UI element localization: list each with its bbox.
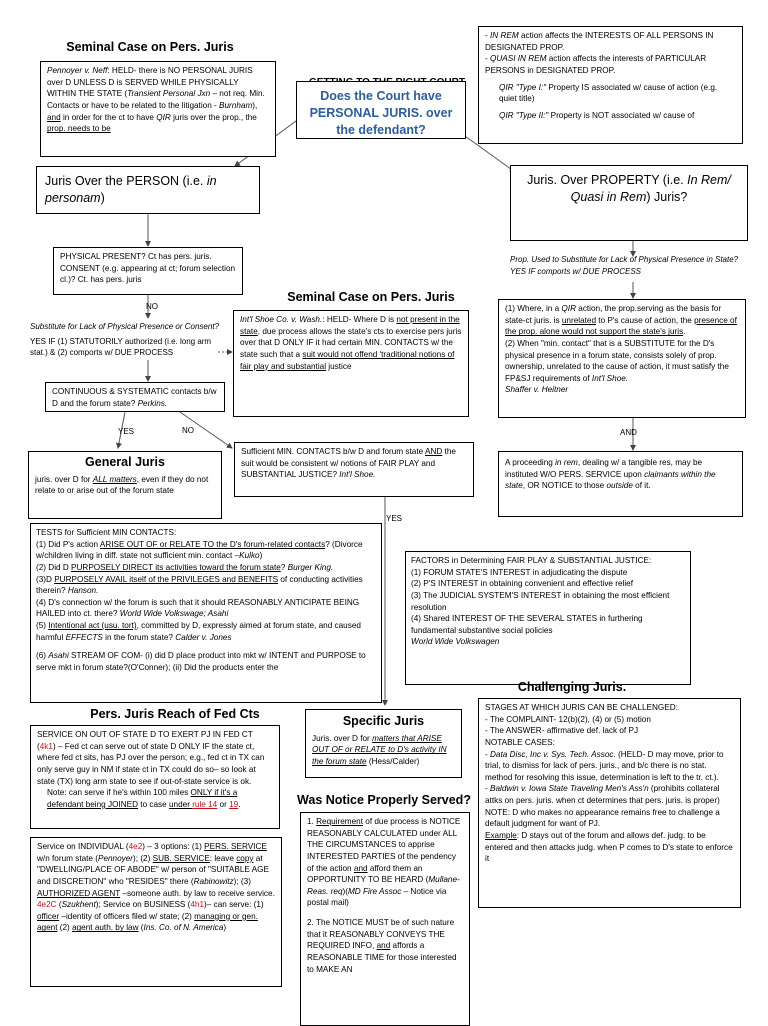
inrem-dash: - bbox=[485, 31, 491, 40]
factor-case: World Wide Volkswagen bbox=[411, 637, 500, 647]
pennoyer-held: : HELD- there is NO PERSONAL JURIS over D UNLESS D is SERVED WHILE PHYSICALLY WITHIN THE STATE ( bbox=[47, 66, 253, 99]
test-6: STREAM OF COM- (i) did D place product into mkt w/ INTENT and PURPOSE to serve mkt in forum state?(O'Conner); (ii) Did the products enter the bbox=[36, 651, 366, 673]
service-pers: PERS. SERVICE bbox=[204, 842, 267, 851]
notice-heading: Was Notice Properly Served? bbox=[297, 793, 471, 807]
service-text: ); (3) bbox=[233, 876, 251, 886]
qir-term: QIR bbox=[561, 304, 576, 313]
service-rule-4e2c: 4e2C bbox=[37, 900, 57, 910]
qir-text: (1) Where, in a bbox=[505, 304, 562, 313]
notice-text: afford them an OPPORTUNITY TO BE HEARD ( bbox=[307, 863, 429, 885]
service-officer: officer bbox=[37, 911, 60, 921]
notice-text: affords a REASONABLE TIME for those interested to MAKE AN bbox=[307, 941, 457, 974]
pennoyer-and: and bbox=[47, 112, 61, 122]
fed-text: ) – Fed ct can serve out of state D ONLY IF the state ct, where fed ct sits, has PJ over the person; e.g., fed ct in TX can only serve guy in NM if state ct in TX could do so– so look at state (TX) long arm state to see if out-of-state service is ok. bbox=[37, 741, 265, 786]
label-no-1: NO bbox=[146, 302, 158, 311]
service-text: (2) bbox=[57, 923, 73, 933]
test-4-case: World Wide Volkswage; Asahi bbox=[119, 609, 229, 619]
qir-shaffer: Shaffer v. Heitner bbox=[505, 385, 569, 395]
substitute-answer: YES IF (1) STATUTORILY authorized (i.e. long arm stat.) & (2) comports w/ DUE PROCESS bbox=[30, 337, 212, 358]
pennoyer-text: juris over the prop., the bbox=[170, 112, 257, 122]
person-text: ) bbox=[100, 190, 105, 205]
sufficient-text: Sufficient MIN. CONTACTS b/w D and forum state bbox=[241, 447, 425, 456]
inrem-def: action affects the INTERESTS OF ALL PERSONS IN DESIGNATED PROP. bbox=[485, 31, 714, 52]
service-text: ); Service on BUSINESS ( bbox=[95, 900, 191, 910]
challenge-cases-title: NOTABLE CASES: bbox=[485, 737, 555, 747]
inrem-proc-text: A proceeding bbox=[505, 458, 556, 467]
notice-text: 1. bbox=[307, 817, 317, 826]
pennoyer-case: Pennoyer v. Neff bbox=[47, 66, 108, 75]
inrem-proc-italic: claimants within the state bbox=[505, 469, 716, 491]
notice-and-2: and bbox=[376, 941, 391, 951]
test-2: (2) Did D bbox=[36, 562, 72, 572]
intlshoe-mid: , due process allows the state's cts to exercise pers juris over that D ONLY IF it had certain MIN. CONTACTS w/ the state such that a bbox=[240, 326, 462, 359]
pennoyer-text: in order for the ct to have bbox=[60, 112, 157, 122]
specific-cases: (Hess/Calder) bbox=[366, 757, 420, 767]
service-text: )– can serve: (1) bbox=[204, 900, 264, 910]
challenge-example: : D stays out of the forum and allows def. judg. to be entered and then attacks judg. when P comes to D's state to enforce it bbox=[485, 831, 733, 864]
factors-title: FACTORS in Determining FAIR PLAY & SUBSTANTIAL JUSTICE: bbox=[411, 556, 652, 565]
service-insco: Ins. Co. of N. America bbox=[143, 923, 224, 933]
qir-text: action, the prop.serving as the basis for state-ct juris. is bbox=[505, 304, 722, 325]
notice-text: – Notice via postal mail) bbox=[307, 886, 447, 908]
person-box bbox=[36, 166, 260, 214]
factor-1: (1) FORUM STATE'S INTEREST in adjudicating the dispute bbox=[411, 567, 628, 577]
notice-mdfire: MD Fire Assoc bbox=[347, 886, 402, 896]
fed-under: under bbox=[168, 799, 193, 809]
test-4: (4) D's connection w/ the forum is such that it should REASONABLY ANTICIPATE BEING HAILED into ct. there? bbox=[36, 597, 360, 619]
service-agent: AUTHORIZED AGENT bbox=[37, 888, 121, 898]
service-pennoyer: Pennoyer bbox=[97, 853, 134, 863]
qir-term: QUASI IN REM bbox=[490, 54, 547, 64]
specific-title: Specific Juris bbox=[342, 714, 425, 728]
general-box bbox=[28, 451, 222, 519]
service-text: at "DWELLING/PLACE OF ABODE" w/ person of "SUITABLE AGE and DISCRETION" who "RESIDES" there ( bbox=[37, 853, 269, 886]
label-and: AND bbox=[620, 428, 637, 437]
person-text: Juris Over the PERSON (i.e. bbox=[45, 174, 207, 188]
test-3-u: PURPOSELY AVAIL itself of the PRIVILEGES and BENEFITS bbox=[54, 574, 279, 584]
notice-box bbox=[300, 812, 470, 1026]
challenge-stages: STAGES AT WHICH JURIS CAN BE CHALLENGED: bbox=[485, 703, 678, 712]
qir-intlshoe: Int'l Shoe. bbox=[591, 373, 629, 383]
general-title: General Juris bbox=[85, 455, 165, 469]
test-2-case: Burger King. bbox=[287, 562, 334, 572]
challenge-datadisc: Data Disc, Inc v. Sys. Tech. Assoc. bbox=[490, 749, 616, 759]
test-5-u: Intentional act (usu. tort) bbox=[48, 621, 137, 631]
inrem-proc-italic: in rem bbox=[555, 458, 578, 467]
pennoyer-tpj: Transient Personal Jxn bbox=[127, 89, 211, 99]
sufficient-box bbox=[234, 442, 474, 497]
test-1-case: Kulko bbox=[239, 551, 260, 561]
service-rule-4e2: 4e2 bbox=[128, 842, 143, 851]
test-6: (6) bbox=[36, 651, 49, 661]
qir-unrelated: unrelated bbox=[561, 315, 597, 325]
service-rabinowitz: Rabinowitz bbox=[193, 876, 234, 886]
tests-box bbox=[30, 523, 382, 703]
test-3-case: Hanson. bbox=[67, 586, 99, 596]
tests-title: TESTS for Sufficient MIN CONTACTS: bbox=[36, 528, 177, 537]
qir-type2-def: Property is NOT associated w/ cause of bbox=[548, 110, 695, 120]
continuous-case: Perkins. bbox=[137, 398, 168, 408]
qir-text: to P's cause of action, the bbox=[596, 315, 695, 325]
factor-4: (4) Shared INTEREST OF THE SEVERAL STATES in furthering fundamental substantive social policies bbox=[411, 614, 643, 635]
fed-note: Note: can serve if he's within 100 miles bbox=[47, 788, 191, 798]
qir-text: . bbox=[683, 327, 686, 337]
continuous-text: CONTINUOUS & SYSTEMATIC contacts b/w D and the forum state? bbox=[52, 387, 217, 408]
pennoyer-box bbox=[40, 61, 276, 157]
challenging-heading: Challenging Juris. bbox=[517, 680, 627, 694]
qir-type1-def: Property IS associated w/ cause of action (e.g. quiet title) bbox=[499, 82, 718, 104]
test-5: (5) bbox=[36, 621, 49, 631]
fed-rule-19: 19 bbox=[229, 799, 239, 809]
challenge-note: NOTE: D who makes no appearance remains free to challenge a default judgment for want of PJ. bbox=[485, 807, 720, 829]
label-yes: YES bbox=[118, 427, 135, 436]
inrem-box bbox=[478, 26, 743, 144]
challenge-datadisc-text: (HELD- D may move, prior to trial, to dismiss for lack of pers. juris., and b/c there is no stat. method for resolving this issue, determination is left to the tr. ct.). bbox=[485, 749, 724, 782]
fed-rule: 4k1 bbox=[39, 741, 53, 751]
physical-box: PHYSICAL PRESENT? Ct has pers. juris. CONSENT (e.g. appearing at ct; forum selection cl.)? Ct. has pers. juris bbox=[53, 247, 243, 295]
challenging-box bbox=[478, 698, 741, 908]
general-text: , even if they do not relate to or arise out of the forum state bbox=[35, 474, 209, 496]
pennoyer-prop: prop. needs to be bbox=[47, 124, 111, 134]
challenge-example-label: Example bbox=[485, 831, 517, 841]
challenge-baldwin-text: (prohibits collateral attks on pers. juris. when ct determines that pers. juris. is proper) bbox=[485, 784, 720, 806]
fed-heading: Pers. Juris Reach of Fed Cts bbox=[90, 707, 260, 721]
person-italic: in personam bbox=[45, 174, 217, 205]
property-italic: In Rem/ Quasi in Rem bbox=[570, 173, 731, 204]
qir-text: (2) When "min. contact" that is a SUBSTITUTE for the D's physical presence in a forum state, consists solely of prop. ownership, unrelated to the cause of action, it must satisfy the FP&SJ requirements of bbox=[505, 338, 729, 383]
test-1: ) bbox=[259, 551, 263, 561]
factor-3: (3) The JUDICIAL SYSTEM'S INTEREST in obtaining the most efficient resolution bbox=[411, 590, 670, 612]
challenge-complaint: - The COMPLAINT- 12(b)(2), (4) or (5) motion bbox=[485, 714, 651, 724]
property-text: Juris. Over PROPERTY (i.e. bbox=[527, 173, 688, 187]
service-sub: SUB. SERVICE bbox=[152, 853, 210, 863]
property-box bbox=[510, 165, 748, 241]
service-text: ); (2) bbox=[133, 853, 153, 863]
inrem-proc-italic: outside bbox=[606, 481, 633, 491]
service-box bbox=[30, 837, 282, 987]
inrem-proc-text: , OR NOTICE to those bbox=[522, 481, 607, 491]
qir-def: action affects the interests of PARTICULAR PERSONS in DESIGNATED PROP. bbox=[485, 54, 707, 75]
general-text: juris. over D for bbox=[35, 474, 93, 484]
service-text: ) bbox=[223, 923, 227, 933]
inrem-proc-text: of it. bbox=[632, 481, 651, 491]
inrem-term: IN REM bbox=[490, 31, 519, 40]
intlshoe-end: justice bbox=[326, 361, 352, 371]
notice-and: and bbox=[353, 863, 368, 873]
seminal-heading-2: Seminal Case on Pers. Juris bbox=[287, 290, 455, 304]
service-copy: copy bbox=[236, 853, 254, 863]
test-2: ? bbox=[280, 562, 288, 572]
factor-2: (2) P'S INTEREST in obtaining convenient and effective relief bbox=[411, 579, 633, 589]
specific-box bbox=[305, 709, 462, 778]
continuous-box bbox=[45, 382, 225, 412]
substitute-question: Substitute for Lack of Physical Presence or Consent? bbox=[30, 322, 219, 331]
test-5: , committed by D, expressly aimed at forum state, and caused harmful bbox=[36, 621, 361, 642]
intlshoe-box bbox=[233, 310, 469, 417]
label-no-2: NO bbox=[182, 426, 194, 435]
fed-joined: ONLY if it's a defendant being JOINED bbox=[47, 788, 238, 809]
fed-rule-14: rule 14 bbox=[192, 799, 218, 809]
service-auth-law: agent auth. by law bbox=[72, 923, 139, 933]
pennoyer-text: ), bbox=[252, 100, 258, 110]
test-1: (1) Did P's action bbox=[36, 539, 100, 549]
pennoyer-burnham: Burnham bbox=[219, 100, 253, 110]
test-3: (3)D bbox=[36, 574, 55, 584]
question-box: Does the Court have PERSONAL JURIS. over the defendant? bbox=[296, 81, 466, 139]
test-5-effects: EFFECTS bbox=[65, 632, 103, 642]
service-managing: managing or gen. agent bbox=[37, 911, 258, 933]
label-yes-2: YES bbox=[386, 514, 403, 523]
notice-text: of due process is NOTICE REASONABLY CALCULATED under ALL THE CIRCUMSTANCES to apprise INTERESTED PARTIES of the pendency of the action bbox=[307, 817, 461, 873]
test-1: ? (Divorce w/children living in diff. state not sufficient min. contact – bbox=[36, 539, 363, 561]
qir-type2-term: QIR "Type II:" bbox=[499, 110, 549, 120]
test-1-u: ARISE OUT OF or RELATE TO the D's forum-related contacts bbox=[99, 539, 326, 549]
factors-box bbox=[405, 551, 691, 685]
intlshoe-fairplay: suit would not offend 'traditional notions of fair play and substantial bbox=[240, 349, 455, 371]
service-text: –someone auth. by law to receive service. bbox=[120, 888, 275, 898]
fed-text: SERVICE ON OUT OF STATE D TO EXERT PJ IN FED CT ( bbox=[37, 730, 253, 751]
test-5: in the forum state? bbox=[102, 632, 176, 642]
test-3: of conducting activities therein? bbox=[36, 574, 363, 596]
service-szukhent: Szukhent bbox=[61, 900, 96, 910]
qir-box bbox=[498, 299, 746, 418]
sufficient-and: AND bbox=[424, 447, 443, 456]
service-text: ( bbox=[56, 900, 62, 910]
pennoyer-qir: QIR bbox=[156, 112, 171, 122]
test-6-case: Asahi bbox=[48, 651, 69, 661]
notice-text: 2. The NOTICE MUST be of such nature that it REASONABLY CONVEYS THE REQUIRED INFO, bbox=[307, 918, 455, 951]
qir-dash: - bbox=[485, 54, 491, 64]
notice-text: )( bbox=[342, 886, 348, 896]
property-text: ) Juris? bbox=[646, 189, 688, 204]
fed-note: to case bbox=[138, 799, 169, 809]
qir-type1-term: QIR "Type I:" bbox=[499, 82, 547, 92]
property-substitute: Prop. Used to Substitute for Lack of Physical Presence in State? YES IF comports w/ DUE PROCESS bbox=[510, 255, 739, 276]
notice-requirement: Requirement bbox=[316, 817, 363, 826]
service-text: ( bbox=[138, 923, 144, 933]
fed-box bbox=[30, 725, 280, 829]
intlshoe-case: Int'l Shoe Co. v. Wash. bbox=[240, 315, 323, 324]
notice-mullane: Mullane- Reas. req bbox=[307, 875, 460, 896]
seminal-heading-1: Seminal Case on Pers. Juris bbox=[66, 40, 234, 54]
service-text: ) – 3 options: (1) bbox=[142, 842, 205, 851]
inrem-proceeding-box bbox=[498, 451, 743, 517]
specific-text: Juris. over D for bbox=[312, 733, 373, 743]
service-text: w/n forum state ( bbox=[37, 853, 98, 863]
challenge-answer: - The ANSWER- affirmative def. lack of PJ bbox=[485, 726, 639, 736]
fed-period: . bbox=[238, 799, 241, 809]
test-2-u: PURPOSELY DIRECT its activities toward the forum state bbox=[71, 562, 281, 572]
challenge-dash: - bbox=[485, 784, 491, 794]
specific-matters: matters that ARISE OUT OF or RELATE to D's activity IN the forum state bbox=[312, 733, 447, 767]
sufficient-text: the suit would be consistent w/ notions of FAIR PLAY and SUBSTANTIAL JUSTICE? bbox=[241, 447, 456, 480]
service-text: Service on INDIVIDUAL ( bbox=[37, 842, 129, 851]
intlshoe-notpresent: not present in the state bbox=[240, 315, 460, 336]
challenge-dash: - bbox=[485, 749, 491, 759]
service-text: : leave bbox=[209, 853, 237, 863]
test-5-case: Calder v. Jones bbox=[175, 632, 232, 642]
fed-or: or bbox=[217, 799, 230, 809]
sufficient-case: Int'l Shoe. bbox=[339, 470, 376, 480]
qir-presence: presence of the prop. alone would not support the state's juris bbox=[505, 315, 737, 337]
challenge-baldwin: Baldwin v. Iowa State Traveling Men's Ass'n bbox=[490, 784, 649, 794]
general-all-matters: ALL matters bbox=[92, 474, 137, 484]
inrem-proc-text: , dealing w/ a tangible res, may be instituted W/O PERS. SERVICE upon bbox=[505, 458, 703, 479]
pennoyer-text: – not req. Min. Contacts or have to be related to the litigation - bbox=[47, 89, 265, 110]
service-text: –identity of officers filed w/ state; (2) bbox=[59, 911, 195, 921]
intlshoe-held: : HELD- Where D is bbox=[322, 315, 397, 324]
service-rule-4h1: 4h1 bbox=[190, 900, 205, 910]
